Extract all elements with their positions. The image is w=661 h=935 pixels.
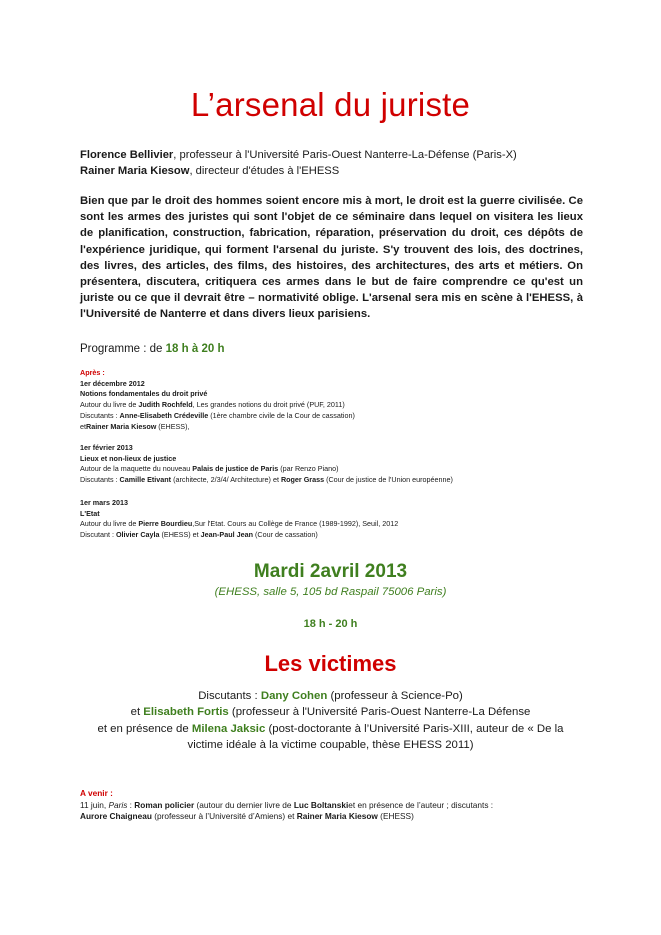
session-line: Autour du livre de Pierre Bourdieu,Sur l'Etat. Cours au Collège de France (1989-1992), Seuil, 2012 [80,519,399,529]
session-line: Autour du livre de Judith Rochfeld, Les grandes notions du droit privé (PUF, 2011) [80,400,345,410]
session-date: 1er février 2013 [80,443,133,452]
intro-paragraph: Bien que par le droit des hommes soient encore mis à mort, le droit est la guerre civilisée. Ce sont les armes des juristes qui sont l'objet de ce séminaire dans lequel on visitera les lieux de planification, construction, fabrication, réparation, préservation du droit, ces dépôts de l'expérience juridique, qui forment l'arsenal du juriste. S'y trouvent des lois, des doctrines, des livres, des articles, des films, des histoires, des architectures, des arts et métiers. On présentera, discutera, critiquera ces armes dans le but de faire comprendre ce qu'est un juriste ou ce que il devrait être – normativité oblige. L'arsenal sera mis en scène à l'EHESS, à l'Université de Nanterre et dans divers lieux parisiens. [80,195,583,321]
session-line: etRainer Maria Kiesow (EHESS), [80,421,190,431]
upcoming-line: 11 juin, Paris : Roman policier (autour du dernier livre de Luc Boltanskiet en présence de l’auteur ; discutants : [80,799,494,810]
programme-hours: 18 h à 20 h [165,343,225,355]
discussant-line: victime idéale à la victime coupable, thèse EHESS 2011) [187,738,474,751]
session-topic: L'Etat [80,508,100,518]
event-hours: 18 h - 20 h [303,618,358,630]
session-line: Discutants : Anne-Elisabeth Crédeville (1ère chambre civile de la Cour de cassation) [80,410,355,420]
upcoming-block [80,788,600,823]
session-line: Autour de la maquette du nouveau Palais de justice de Paris (par Renzo Piano) [80,464,339,474]
discussant-line: et en présence de Milena Jaksic (post-doctorante à l’Université Paris-XIII, auteur de « De la [97,722,564,735]
author-line-1 [80,147,517,163]
author-affiliation: , professeur à l'Université Paris-Ouest Nanterre-La-Défense (Paris-X) [173,149,517,161]
session-topic: Lieux et non-lieux de justice [80,453,177,463]
programme-line [80,343,224,355]
past-session-3 [80,498,600,541]
author-name: Rainer Maria Kiesow [80,165,190,177]
author-name: Florence Bellivier [80,149,174,161]
upcoming-heading: A venir : [80,788,113,798]
upcoming-line: Aurore Chaigneau (professeur à l’Université d’Amiens) et Rainer Maria Kiesow (EHESS) [80,811,414,821]
event-place: (EHESS, salle 5, 105 bd Raspail 75006 Paris) [214,586,447,598]
discussant-line: et Elisabeth Fortis (professeur à l'Université Paris-Ouest Nanterre-La Défense [130,706,531,719]
page-title: L’arsenal du juriste [190,86,471,123]
authors-block [80,147,517,179]
discussant-line: Discutants : Dany Cohen (professeur à Science-Po) [198,690,463,702]
session-line: Discutant : Olivier Cayla (EHESS) et Jean-Paul Jean (Cour de cassation) [80,530,318,540]
author-line-2 [80,163,517,179]
past-heading: Après : [80,368,105,377]
programme-label: Programme : de [80,343,166,355]
session-line: Discutants : Camille Etivant (architecte, 2/3/4/ Architecture) et Roger Grass (Cour de justice de l'Union européenne) [80,475,453,485]
author-affiliation: , directeur d'études à l'EHESS [189,165,340,177]
event-theme: Les victimes [264,651,397,676]
session-topic: Notions fondamentales du droit privé [80,389,208,399]
past-session-2 [80,443,600,486]
session-date: 1er mars 2013 [80,498,128,507]
session-date: 1er décembre 2012 [80,378,145,388]
event-discussants [0,688,661,753]
past-session-1 [80,368,600,432]
event-date: Mardi 2avril 2013 [253,561,408,582]
